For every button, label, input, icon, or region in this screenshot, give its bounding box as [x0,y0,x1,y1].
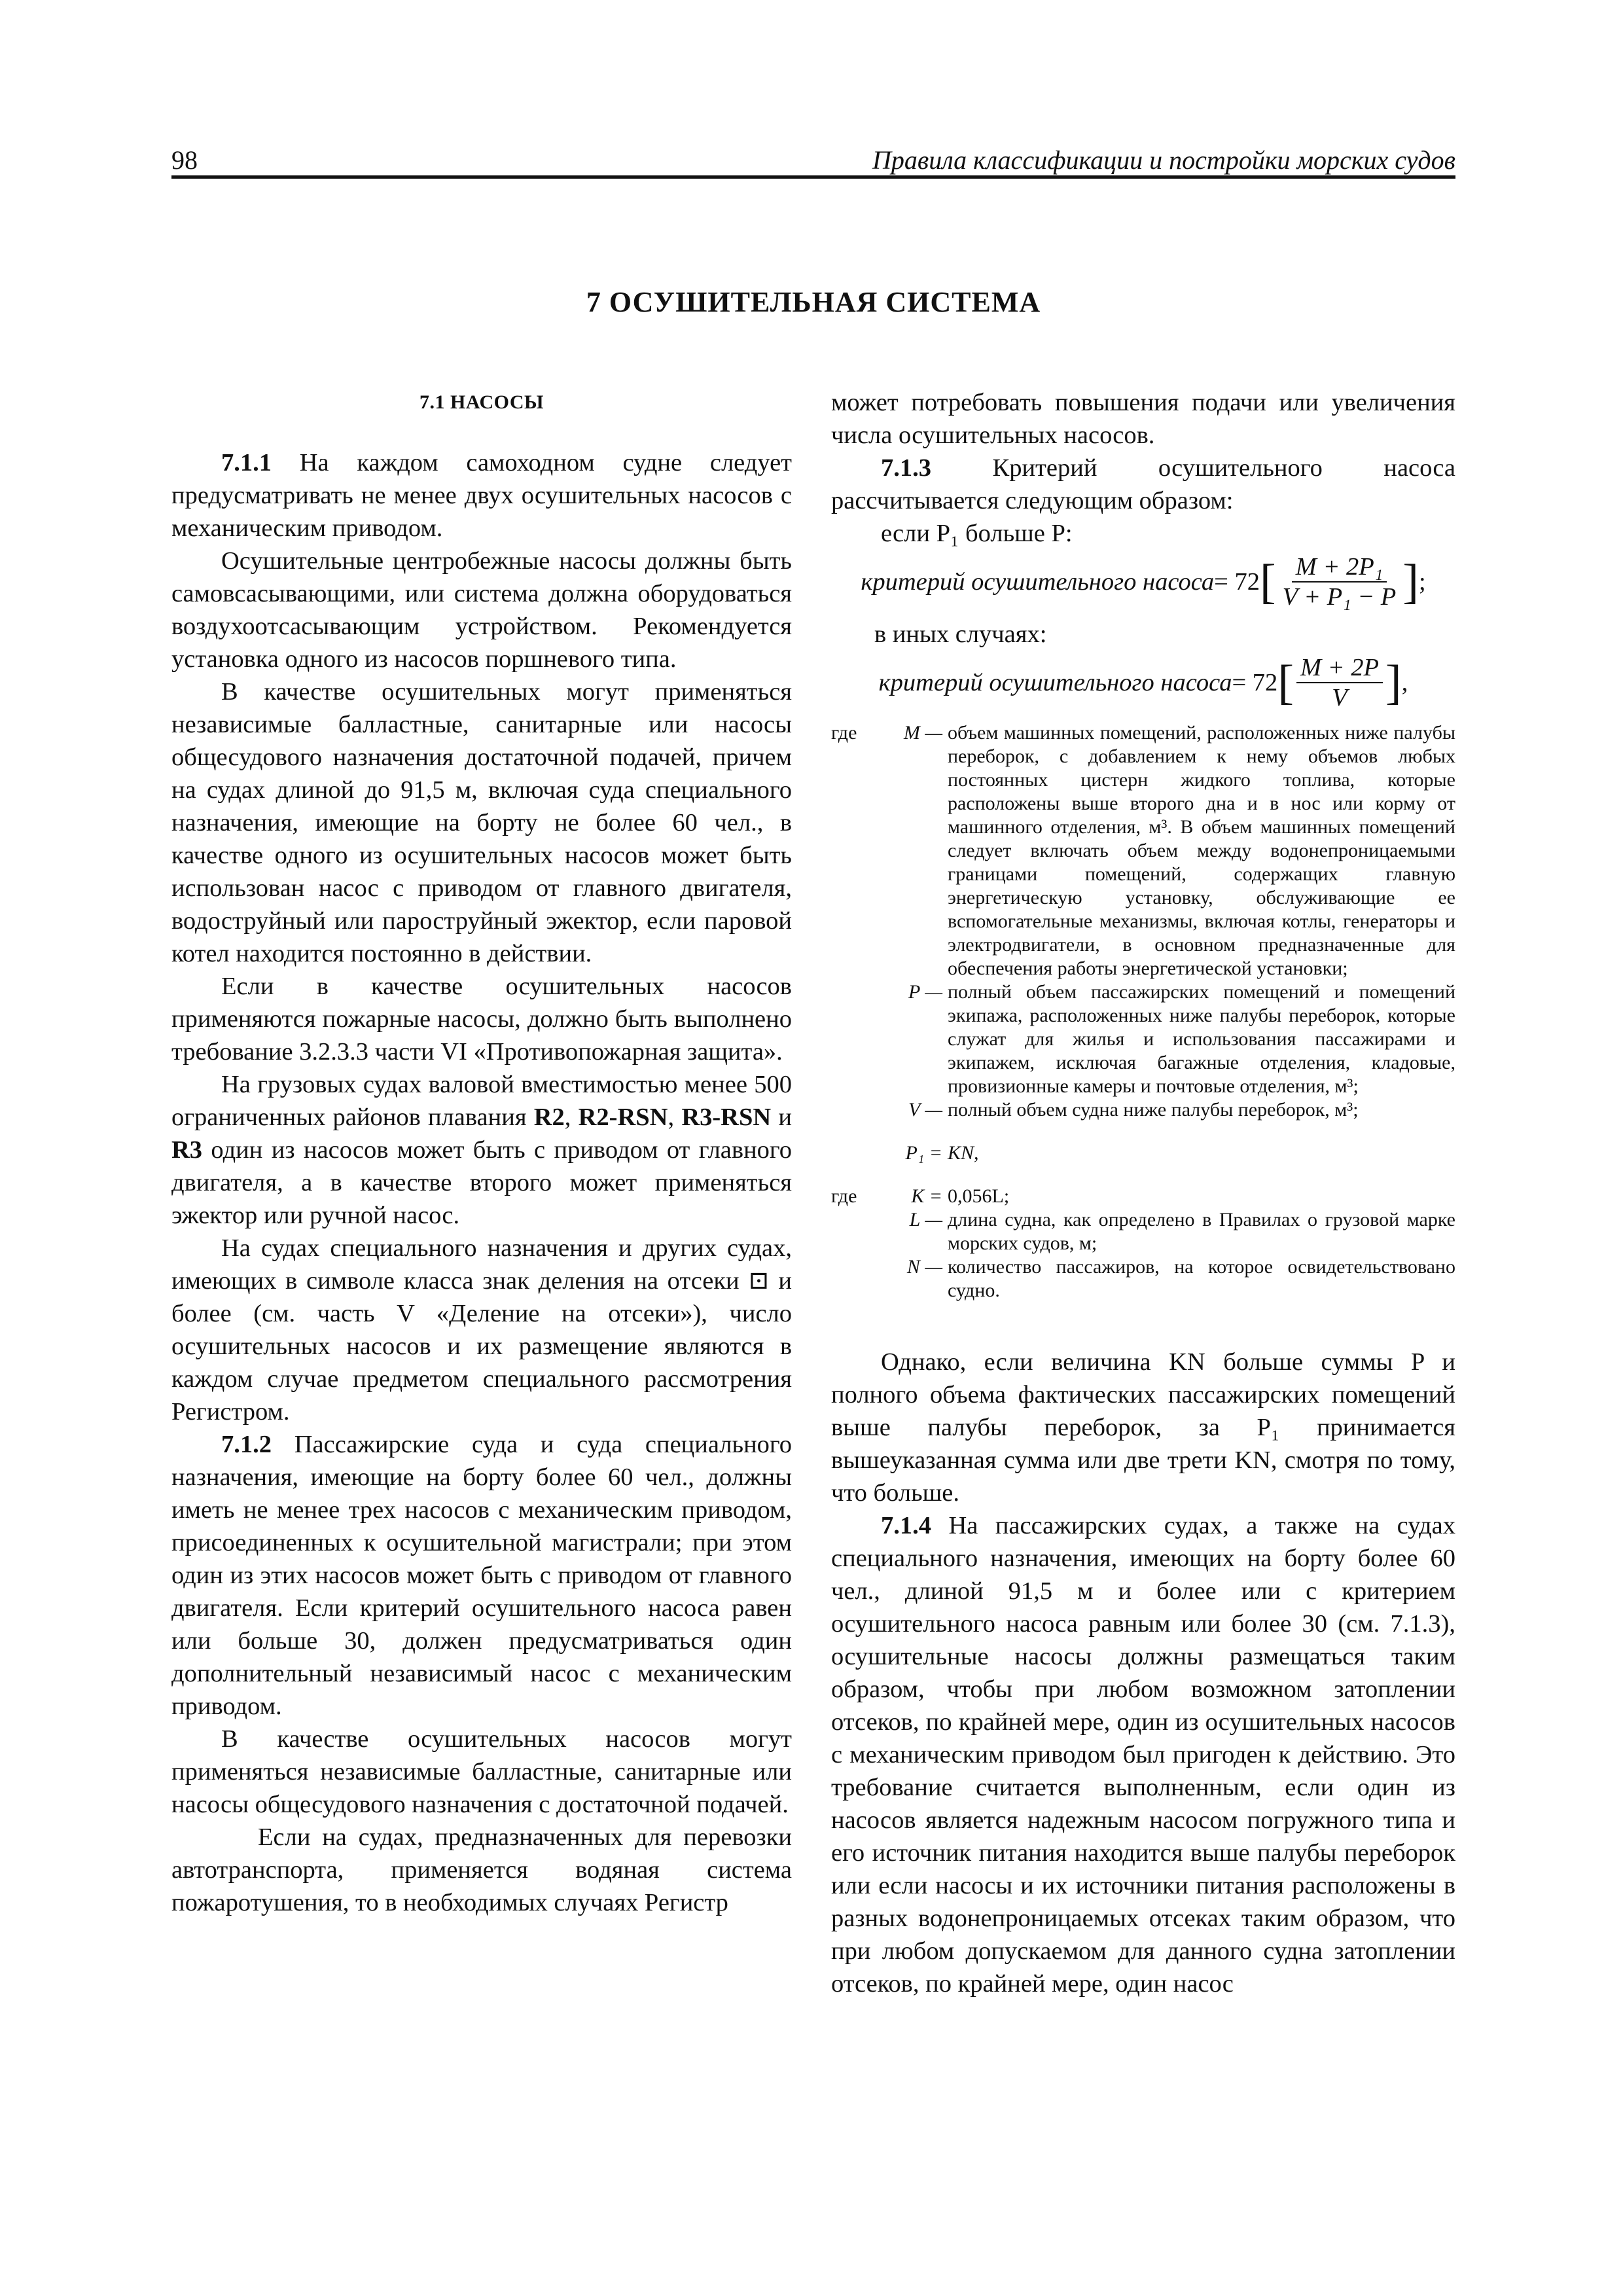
area-code: R3 [171,1136,203,1164]
condition-1: если P₁ больше P: [881,520,1073,547]
legend-row: N — количество пассажиров, на которое освидетельствовано судно. [906,1256,1455,1301]
page-header [171,143,1455,178]
paragraph: может потребовать повышения подачи или увеличения числа осушительных насосов. [831,389,1455,449]
variable-legend [831,721,1455,1302]
paragraph: На грузовых судах валовой вместимостью менее 500 ограниченных районов плавания R2, R2-RSN, R3-RSN и R3 один из насосов может быть с приводом от главного двигателя, а в качестве второго может применяться эжектор или ручной насос. [171,1071,793,1229]
legend-row: P₁ = KN, [905,1142,979,1164]
paragraph-7-1-2: 7.1.2 Пассажирские суда и суда специального назначения, имеющие на борту более 60 чел., должны иметь не менее трех насосов с механическим приводом, присоединенных к осушительной магистрали; при этом один из этих насосов может быть с приводом от главного двигателя. Если критерий осушительного насоса равен или больше 30, должен предусматриваться один дополнительный независимый насос с механическим приводом. [171,1431,792,1720]
formula-1: критерий осушительного насоса = 72 [ $\frac{\text{M + 2P₁}}{\text{V + P₁ − P}}$ ] ; [861,553,1426,611]
formula-2: критерий осушительного насоса = 72 [ $\frac{M + 2P}{V}$ ] , [878,654,1408,711]
paragraph-7-1-3: 7.1.3 Критерий осушительного насоса рассчитывается следующим образом: [831,454,1455,514]
section-title: 7.1 НАСОСЫ [419,391,544,413]
chapter-title: 7 ОСУШИТЕЛЬНАЯ СИСТЕМА [586,286,1041,318]
page-number: 98 [171,145,198,175]
paragraph: В качестве осушительных могут применяться независимые балластные, санитарные или насосы общесудового назначения достаточной подачей, причем на судах длиной до 91,5 м, включая суда специального назначения, имеющие на борту не более 60 чел., в качестве одного из осушительных насосов может быть использован насос с приводом от главного двигателя, водоструйный или пароструйный эжектор, если паровой котел находится постоянно в действии. [171,678,792,967]
running-title: Правила классификации и постройки морских судов [872,145,1455,175]
clause-number: 7.1.4 [881,1512,931,1539]
paragraph: Осушительные центробежные насосы должны быть самовсасывающими, или система должна оборудоваться воздухоотсасывающим устройством. Рекомендуется установка одного из насосов поршневого типа. [171,547,792,673]
left-column [171,386,792,1919]
legend-row: L — длина судна, как определено в Правилах о грузовой марке морских судов, м; [909,1209,1455,1254]
fraction: $\frac{\text{M + 2P₁}}{\text{V + P₁ − P}}$ [1282,553,1397,611]
clause-number: 7.1.2 [221,1431,272,1458]
condition-2: в иных случаях: [874,620,1047,648]
legend-row: V — полный объем судна ниже палубы переборок, м³; [908,1099,1359,1121]
formula-label: критерий осушительного насоса [861,568,1215,596]
paragraph: В качестве осушительных насосов могут применяться независимые балластные, санитарные или насосы общесудового назначения с достаточной подачей. [171,1725,792,1818]
area-code: R2-RSN [578,1103,668,1131]
paragraph: На судах специального назначения и других судах, имеющих в символе класса знак деления на отсеки ⊡ и более (см. часть V «Деление на отсеки»), число осушительных насосов и их размещение являются в каждом случае предметом специального рассмотрения Регистром. [171,1234,792,1426]
header-rule [171,175,1455,179]
area-code: R2 [533,1103,565,1131]
paragraph: Если в качестве осушительных насосов применяются пожарные насосы, должно быть выполнено требование 3.2.3.3 части VI «Противопожарная защита». [171,973,792,1066]
legend-row: P — полный объем пассажирских помещений и помещений экипажа, расположенных ниже палубы переборок, которые служат для жилья и использования пассажирами и экипажем, исключая багажные отделения, кладовые, провизионные камеры и почтовые отделения, м³; [908,981,1455,1097]
paragraph-7-1-4: 7.1.4 На пассажирских судах, а также на судах специального назначения, имеющих на борту более 60 чел., длиной 91,5 м и более или с критерием осушительного насоса равным или более 30 (см. 7.1.3), осушительные насосы должны размещаться таким образом, чтобы при любом возможном затоплении отсеков, по крайней мере, один из осушительных насосов с механическим приводом был пригоден к действию. Это требование считается выполненным, если один из насосов является надежным насосом погружного типа и его источник питания находится выше палубы переборок или если насосы и их источники питания расположены в разных водонепроницаемых отсеках таким образом, что при любом допускаемом для данного судна затоплении отсеков, по крайней мере, один насос [831,1512,1455,1998]
paragraph: Однако, если величина KN больше суммы P и полного объема фактических пассажирских помещений выше палубы переборок, за P₁ принимается вышеуказанная сумма или две трети KN, смотря по тому, что больше. [831,1348,1455,1507]
area-code: R3-RSN [681,1103,772,1131]
paragraph-7-1-1: 7.1.1 На каждом самоходном судне следует предусматривать не менее двух осушительных насосов с механическим приводом. [171,449,792,542]
legend-row: где K = 0,056L; [831,1185,1010,1207]
right-column [831,386,1455,2000]
fraction: $\frac{M + 2P}{V}$ [1296,653,1383,712]
paragraph: Если на судах, предназначенных для перевозки автотранспорта, применяется водяная система пожаротушения, то в необходимых случаях Регистр [171,1823,792,1916]
formula-label: критерий осушительного насоса [878,669,1232,696]
legend-row: где M — объем машинных помещений, расположенных ниже палубы переборок, с добавлением к нему объемов любых постоянных цистерн жидкого топлива, которые расположены выше второго дна и в нос или корму от машинного отделения, м³. В объем машинных помещений следует включать объем между водонепроницаемыми границами помещений, содержащих главную энергетическую установку, обслуживающие ее вспомогательные механизмы, включая котлы, генераторы и электродвигатели, в основном предназначенные для обеспечения работы энергетической установки; [831,722,1455,979]
clause-number: 7.1.3 [881,454,931,482]
clause-number: 7.1.1 [221,449,272,476]
